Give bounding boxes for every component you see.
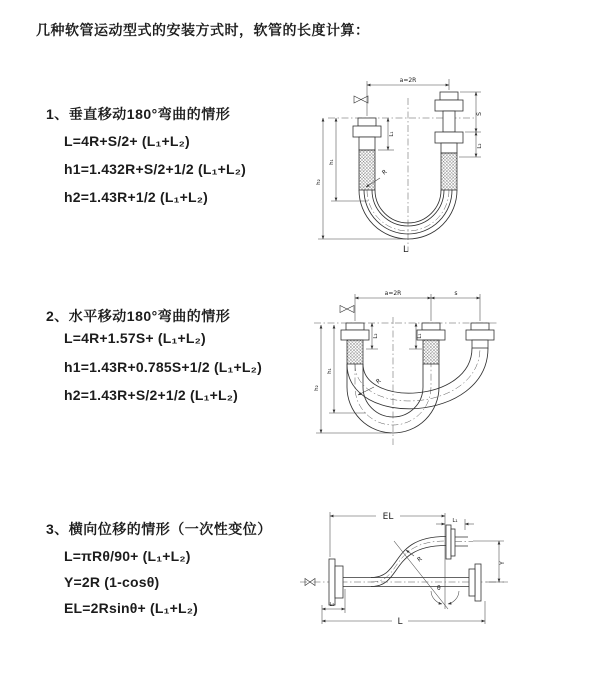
upper-right-flange [446,525,473,559]
section1-formula-h2: h2=1.43R+1/2 (L₁+L₂) [64,189,209,205]
radius-label: R [416,555,424,564]
angle-label: θ [437,585,441,592]
dim-el [330,512,445,609]
dim-l [322,601,485,627]
right-pipe-fitting [466,323,494,348]
dim-label-h1: h₁ [327,368,333,374]
section1-formula-h1: h1=1.432R+S/2+1/2 (L₁+L₂) [64,161,246,177]
length-label: L [403,245,409,255]
s-curve-hose [371,537,446,587]
right-pipe-fitting [435,92,463,190]
dim-label-a2r: a=2R [399,77,417,84]
dim-label-l1: L₁ [389,131,395,137]
dim-label-l1: L₁ [452,518,458,524]
hose-u-position2 [347,348,488,409]
section3-heading: 3、横向位移的情形（一次性变位） [46,521,272,537]
dim-a2r-s [355,290,480,321]
section1-heading: 1、垂直移动180°弯曲的情形 [46,106,231,122]
left-pipe-fitting [353,118,381,190]
dim-label-h2: h₂ [314,385,320,391]
radius-leader [358,377,383,395]
dim-label-l: L [397,617,403,627]
dim-l1 [436,518,474,530]
dim-label-s: S [476,112,483,116]
left-pipe-fitting [341,323,369,364]
section2-formula-h1: h1=1.43R+0.785S+1/2 (L₁+L₂) [64,359,262,375]
dim-label-h1: h₁ [329,159,335,165]
diagram-vertical-180-bend [306,72,598,260]
section3-formula-EL: EL=2Rsinθ+ (L₁+L₂) [64,600,199,616]
dim-label-y: Y [499,561,506,565]
valve-icon [340,306,354,313]
section2-formula-h2: h2=1.43R+S/2+1/2 (L₁+L₂) [64,387,239,403]
dim-label-h2: h₂ [316,179,322,185]
page-title: 几种软管运动型式的安装方式时，软管的长度计算： [36,22,370,38]
dim-label-l2: L₂ [477,143,483,149]
lower-right-flange [469,564,481,601]
dim-label-s: s [454,290,458,297]
dim-label-a2r: a=2R [384,290,402,297]
radius-construction [394,541,448,609]
section3-formula-Y: Y=2R (1-cosθ) [64,574,160,590]
section2-heading: 2、水平移动180°弯曲的情形 [46,308,231,324]
valve-icon [354,96,368,103]
section2-formula-L: L=4R+1.57S+ (L₁+L₂) [64,330,206,346]
center-pipe-fitting [417,323,445,364]
dim-fittings [366,323,423,349]
dim-label-l1: L₁ [417,333,423,339]
dim-label-l2: L₂ [373,333,379,339]
diagram-lateral-displacement [296,503,600,651]
dim-label-l2: L₂ [329,602,335,608]
diagram-horizontal-180-bend [306,283,598,471]
left-flange [329,559,343,605]
section1-formula-L: L=4R+S/2+ (L₁+L₂) [64,133,190,149]
section3-formula-L: L=πRθ/90+ (L₁+L₂) [64,548,191,564]
radius-label: R [374,377,383,386]
radius-label: R [380,168,389,177]
dim-label-el: EL [382,512,394,522]
